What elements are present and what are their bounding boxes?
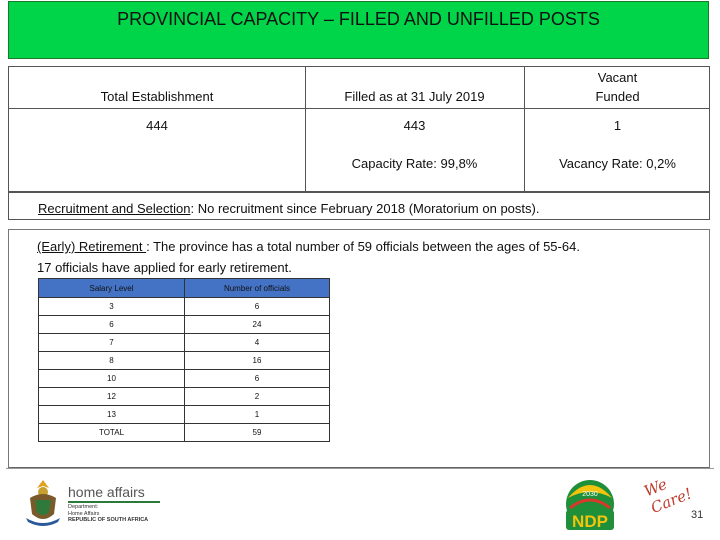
header-filled: Filled as at 31 July 2019	[344, 89, 485, 104]
salary-level-table	[38, 278, 330, 442]
value-vacant: 1	[613, 118, 622, 133]
retirement-label: (Early) Retirement	[37, 239, 147, 254]
table-row	[39, 352, 330, 370]
table-row	[39, 388, 330, 406]
department-line-2: Home Affairs	[68, 510, 100, 517]
officials-count-cell: 6	[185, 370, 330, 388]
page-number: 31	[691, 509, 704, 521]
retirement-statement	[37, 236, 697, 278]
recruitment-label: Recruitment and Selection	[38, 201, 191, 216]
coat-of-arms-logo	[22, 478, 64, 528]
branding-underline	[68, 501, 160, 503]
table-row	[39, 316, 330, 334]
vacancy-rate: Vacancy Rate: 0,2%	[559, 156, 676, 171]
footer-divider	[6, 468, 714, 469]
value-filled: 443	[403, 118, 426, 133]
table-header-row	[39, 279, 330, 298]
department-name: home affairs	[68, 484, 145, 500]
home-affairs-branding	[68, 484, 160, 524]
table-row	[39, 334, 330, 352]
ndp-wordmark: NDP	[572, 512, 608, 531]
header-total-establishment: Total Establishment	[100, 89, 214, 104]
department-line-3: REPUBLIC OF SOUTH AFRICA	[68, 517, 149, 523]
page-title: PROVINCIAL CAPACITY – FILLED AND UNFILLED POSTS	[117, 9, 600, 29]
recruitment-section	[8, 192, 710, 220]
recruitment-statement	[38, 201, 539, 216]
value-total-establishment: 444	[146, 118, 168, 133]
salary-level-cell: 12	[39, 388, 185, 406]
recruitment-text: : No recruitment since February 2018 (Moratorium on posts).	[190, 201, 540, 216]
table-row	[39, 406, 330, 424]
officials-count-cell: 1	[185, 406, 330, 424]
header-funded: Funded	[595, 89, 640, 104]
title-banner	[8, 1, 709, 59]
ndp-2030-logo	[560, 478, 620, 534]
capacity-summary-table	[8, 66, 710, 192]
officials-count-cell: 2	[185, 388, 330, 406]
officials-count-cell: 16	[185, 352, 330, 370]
header-vacant: Vacant	[597, 70, 638, 85]
officials-count-cell: 6	[185, 298, 330, 316]
table-row	[39, 370, 330, 388]
total-label-cell: TOTAL	[39, 424, 185, 442]
ndp-year: 2030	[582, 491, 598, 498]
officials-count-cell: 4	[185, 334, 330, 352]
table-row	[39, 298, 330, 316]
salary-level-cell: 7	[39, 334, 185, 352]
total-count-cell: 59	[185, 424, 330, 442]
capacity-rate: Capacity Rate: 99,8%	[351, 156, 478, 171]
salary-level-cell: 3	[39, 298, 185, 316]
officials-count-cell: 24	[185, 316, 330, 334]
salary-level-cell: 13	[39, 406, 185, 424]
salary-level-cell: 10	[39, 370, 185, 388]
we-care-slogan: We Care!	[641, 474, 695, 517]
summary-divider	[9, 108, 709, 109]
department-line-1: Department:	[68, 504, 99, 510]
table-total-row	[39, 424, 330, 442]
retirement-text: : The province has a total number of 59 officials between the ages of 55-64.	[146, 239, 580, 254]
salary-level-cell: 6	[39, 316, 185, 334]
column-header-salary-level: Salary Level	[39, 279, 185, 298]
retirement-text-2: 17 officials have applied for early retirement.	[37, 260, 292, 275]
salary-level-cell: 8	[39, 352, 185, 370]
column-header-number-of-officials: Number of officials	[185, 279, 330, 298]
